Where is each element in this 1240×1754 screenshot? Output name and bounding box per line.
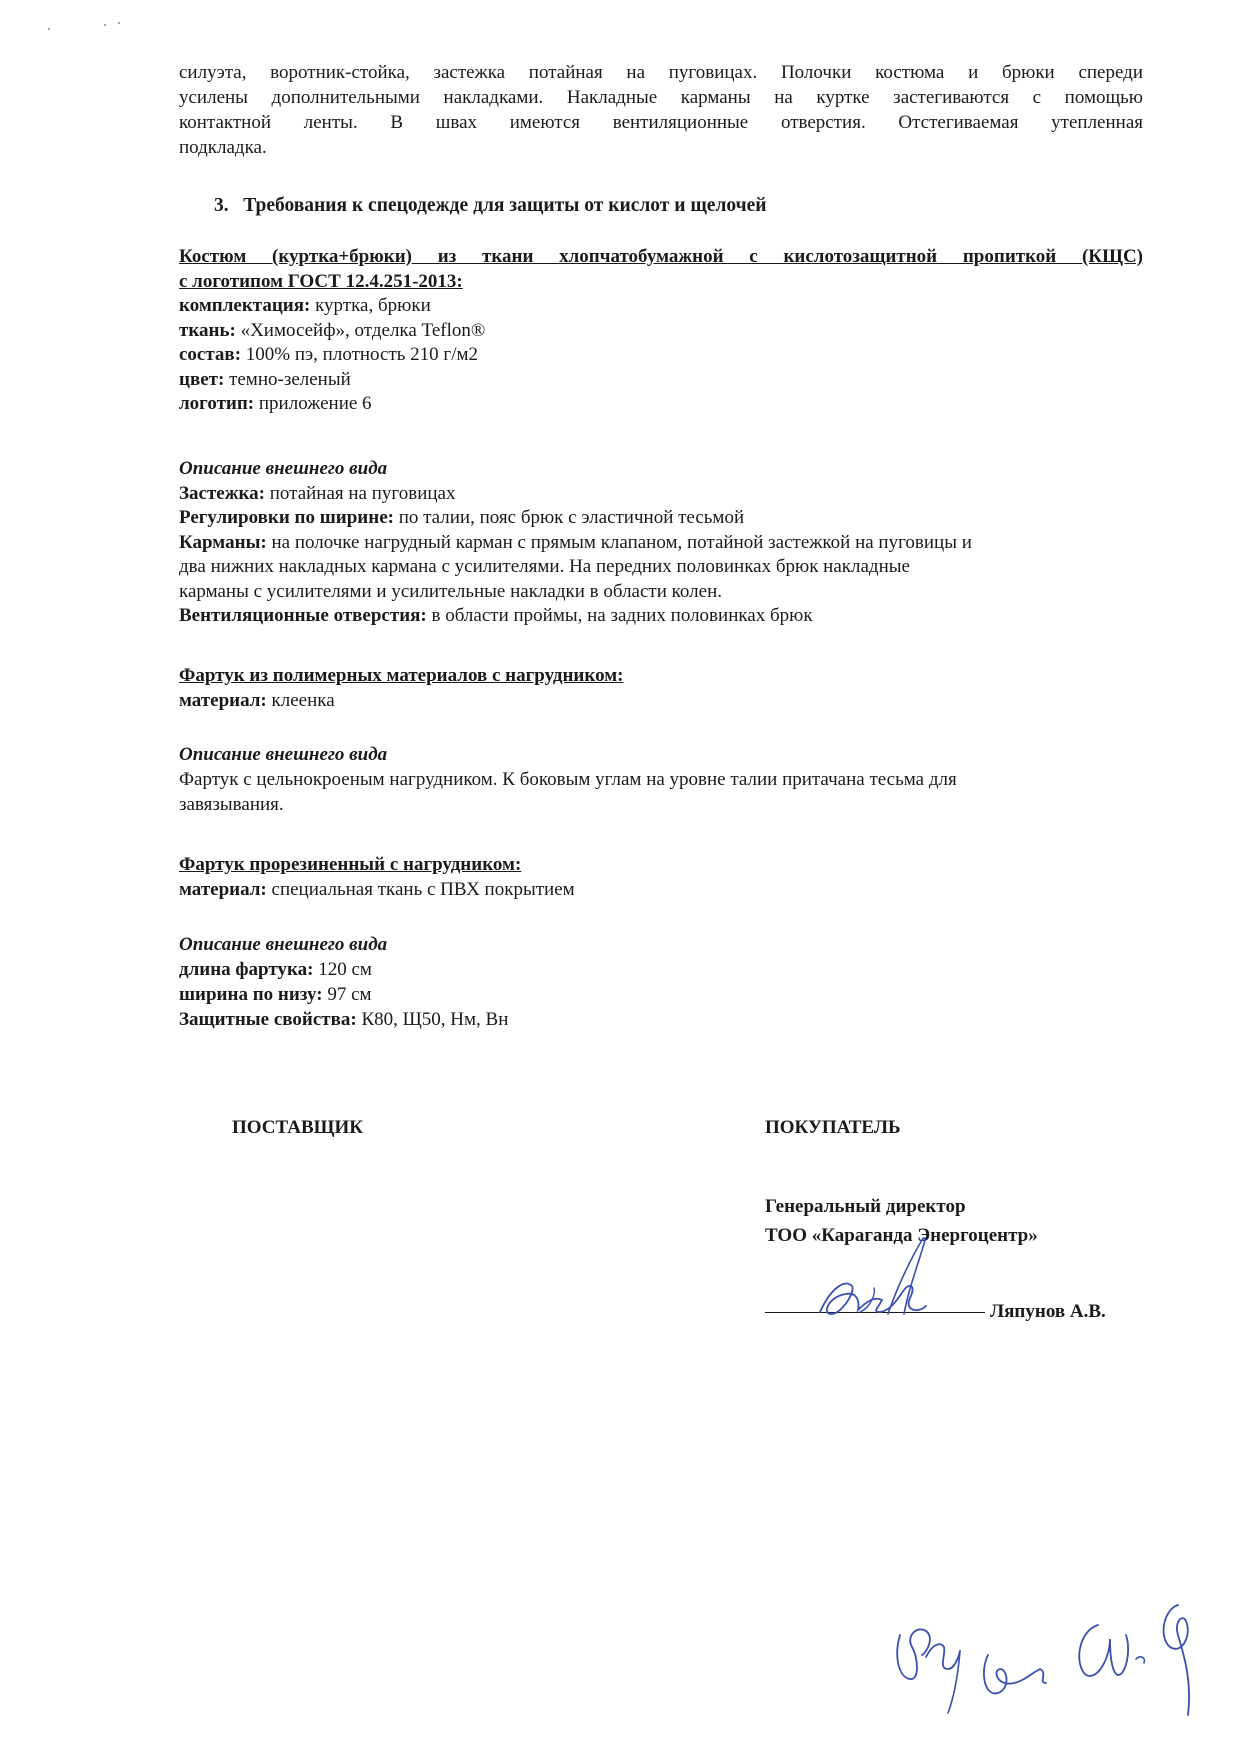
spec-value: приложение 6 [254,393,372,414]
spec-label: цвет: [179,368,225,390]
pockets-row-cont: два нижних накладных кармана с усилителями. На передних половинках брюк накладные [179,556,910,577]
scan-speck [118,22,120,24]
apron2-heading: Фартук прорезиненный с нагрудником: [179,854,522,875]
spec-label: комплектация: [179,295,311,316]
section-number: 3. [214,195,229,216]
scan-speck [104,24,106,26]
material-row [179,689,1143,714]
suit-heading-cont: с логотипом ГОСТ 12.4.251-2013: [179,270,463,292]
length-value: 120 см [313,959,372,980]
protection-label: Защитные свойства: [179,1009,357,1030]
adjust-value: по талии, пояс брюк с эластичной тесьмой [393,507,745,528]
spec-row [179,368,1143,393]
length-label: длина фартука: [179,959,314,980]
pockets-row [179,531,1143,556]
appearance-heading: Описание внешнего вида [179,458,388,479]
material-row [179,877,1143,902]
adjust-row [179,506,1143,531]
spec-row [179,392,1143,417]
vent-value: в области проймы, на задних половинках брюк [426,605,813,626]
section-heading [214,193,767,218]
apron2-block [179,852,1143,902]
appearance-heading: Описание внешнего вида [179,744,388,765]
spec-value: «Химосейф», отделка Teflon® [235,319,486,341]
spec-value: 100% пэ, плотность 210 г/м2 [241,344,479,365]
apron1-heading: Фартук из полимерных материалов с нагрудником: [179,665,624,686]
spec-row [179,294,1143,319]
apron1-block [179,664,1143,713]
apron2-appearance-block [179,932,1143,1032]
adjust-label: Регулировки по ширине: [179,507,394,528]
pockets-label: Карманы: [179,531,267,553]
closure-value: потайная на пуговицах [265,482,456,504]
section-title: Требования к спецодежде для защиты от кислот и щелочей [243,195,767,216]
buyer-label: ПОКУПАТЕЛЬ [765,1117,901,1138]
spec-row [179,343,1143,368]
spec-row [179,319,1143,344]
closure-label: Застежка: [179,482,265,504]
intro-line: контактной ленты. В швах имеются вентиляционные отверстия. Отстегиваемая утепленная [179,112,1143,133]
intro-line: усилены дополнительными накладками. Накладные карманы на куртке застегиваются с помощью [179,87,1143,108]
handwritten-signature-icon [800,1230,1000,1330]
buyer-company: ТОО «Караганда Энергоцентр» [765,1225,1038,1246]
spec-label: ткань: [179,319,236,341]
spec-value: куртка, брюки [310,295,431,316]
buyer-position: Генеральный директор [765,1196,966,1217]
protection-row [179,1007,1143,1032]
suit-appearance-block [179,457,1143,629]
spec-label: состав: [179,344,242,365]
spec-value: темно-зеленый [224,368,351,390]
suit-heading: Костюм (куртка+брюки) из ткани хлопчатобумажной с кислотозащитной пропиткой (КЩС) [179,246,1143,267]
apron1-desc: завязывания. [179,794,284,815]
width-value: 97 см [322,984,372,1005]
apron1-desc: Фартук с цельнокроеным нагрудником. К боковым углам на уровне талии притачана тесьма для [179,769,957,790]
vent-row [179,604,1143,629]
spec-label: логотип: [179,393,255,414]
material-value: специальная ткань с ПВХ покрытием [266,879,575,900]
width-row [179,982,1143,1007]
vent-label: Вентиляционные отверстия: [179,605,427,626]
intro-line: подкладка. [179,137,267,158]
supplier-label: ПОСТАВЩИК [232,1117,364,1138]
length-row [179,957,1143,982]
buyer-name: Ляпунов А.В. [990,1301,1106,1322]
material-label: материал: [179,879,267,900]
initials-signature-icon [888,1585,1218,1725]
material-value: клеенка [266,689,335,711]
pockets-row-cont: карманы с усилителями и усилительные накладки в области колен. [179,580,722,602]
apron1-appearance-block [179,742,1143,817]
width-label: ширина по низу: [179,984,323,1005]
intro-line: силуэта, воротник-стойка, застежка потайная на пуговицах. Полочки костюма и брюки спереди [179,62,1143,83]
protection-value: К80, Щ50, Нм, Вн [356,1009,509,1030]
closure-row [179,482,1143,507]
intro-paragraph [179,60,1143,160]
pockets-value: на полочке нагрудный карман с прямым клапаном, потайной застежкой на пуговицы и [266,531,972,553]
suit-block [179,245,1143,417]
appearance-heading: Описание внешнего вида [179,934,388,955]
scan-speck [48,28,50,30]
material-label: материал: [179,689,267,711]
